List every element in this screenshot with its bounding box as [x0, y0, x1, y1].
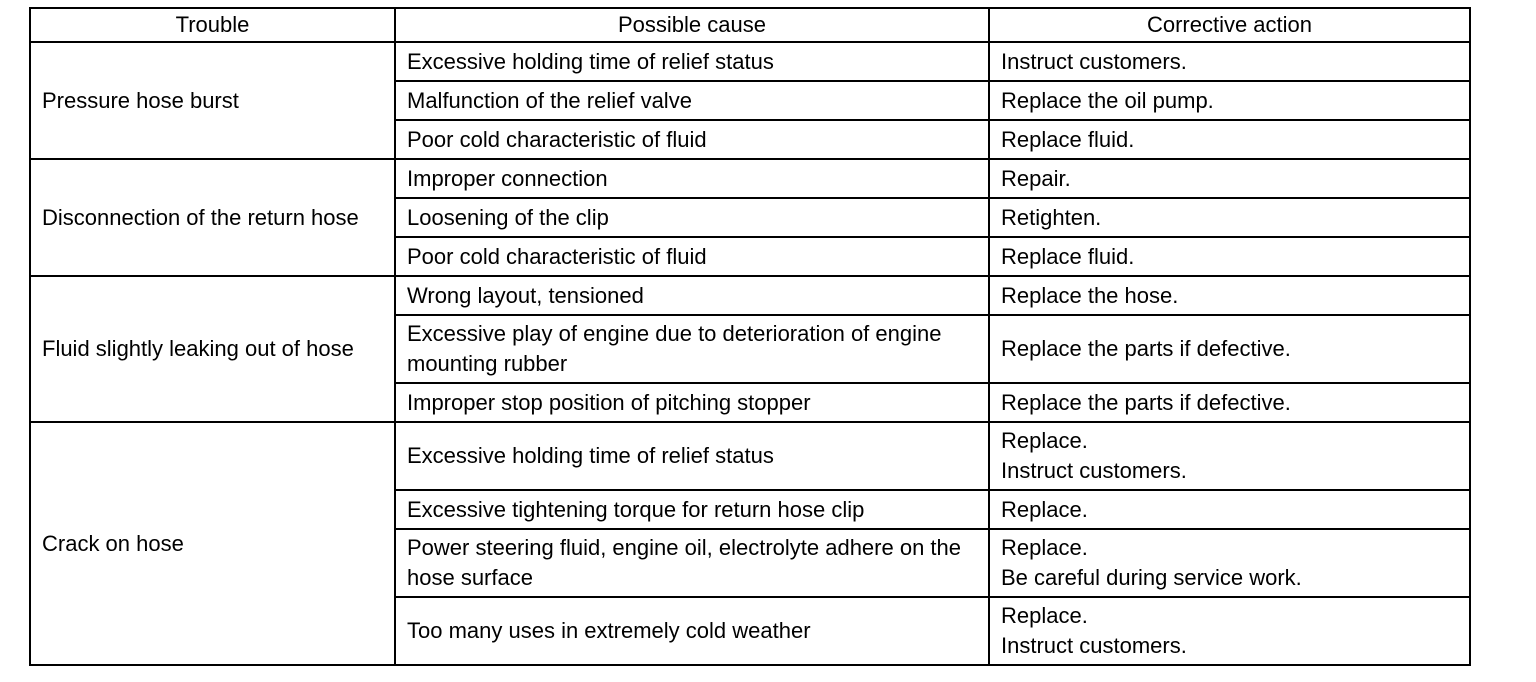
trouble-cell: Pressure hose burst — [30, 42, 395, 159]
corrective-action-line: Repair. — [1001, 165, 1071, 191]
corrective-action-cell — [989, 597, 1470, 665]
table-row — [30, 42, 1470, 81]
corrective-action-cell — [989, 42, 1470, 81]
corrective-action-line: Replace fluid. — [1001, 243, 1135, 269]
trouble-cell: Fluid slightly leaking out of hose — [30, 276, 395, 422]
corrective-action-line: Replace the hose. — [1001, 282, 1179, 308]
corrective-action-cell — [989, 120, 1470, 159]
trouble-cell: Disconnection of the return hose — [30, 159, 395, 276]
header-possible-cause: Possible cause — [395, 8, 989, 42]
possible-cause-cell: Poor cold characteristic of fluid — [395, 120, 989, 159]
possible-cause-cell: Poor cold characteristic of fluid — [395, 237, 989, 276]
table-row — [30, 159, 1470, 198]
possible-cause-cell: Power steering fluid, engine oil, electrolyte adhere on the hose surface — [395, 529, 989, 597]
corrective-action-cell — [989, 276, 1470, 315]
corrective-action-line: Instruct customers. — [1001, 633, 1187, 658]
corrective-action-line: Retighten. — [1001, 204, 1102, 230]
corrective-action-cell — [989, 315, 1470, 383]
possible-cause-cell: Excessive tightening torque for return hose clip — [395, 490, 989, 529]
troubleshooting-table — [29, 7, 1471, 666]
possible-cause-cell: Wrong layout, tensioned — [395, 276, 989, 315]
header-trouble: Trouble — [30, 8, 395, 42]
corrective-action-line: Replace. — [1001, 603, 1088, 628]
corrective-action-line: Replace the parts if defective. — [1001, 336, 1291, 361]
corrective-action-line: Replace the oil pump. — [1001, 87, 1214, 113]
corrective-action-cell — [989, 81, 1470, 120]
possible-cause-cell: Improper stop position of pitching stopper — [395, 383, 989, 422]
corrective-action-cell — [989, 422, 1470, 490]
possible-cause-cell: Excessive holding time of relief status — [395, 42, 989, 81]
corrective-action-line: Replace fluid. — [1001, 126, 1135, 152]
corrective-action-line: Instruct customers. — [1001, 458, 1187, 483]
possible-cause-cell: Excessive holding time of relief status — [395, 422, 989, 490]
possible-cause-cell: Loosening of the clip — [395, 198, 989, 237]
corrective-action-line: Be careful during service work. — [1001, 565, 1302, 590]
header-row — [30, 8, 1470, 42]
corrective-action-cell — [989, 237, 1470, 276]
trouble-cell: Crack on hose — [30, 422, 395, 665]
corrective-action-line: Replace the parts if defective. — [1001, 389, 1291, 415]
possible-cause-cell: Too many uses in extremely cold weather — [395, 597, 989, 665]
corrective-action-line: Replace. — [1001, 496, 1088, 522]
possible-cause-cell: Excessive play of engine due to deterioration of engine mounting rubber — [395, 315, 989, 383]
header-corrective-action: Corrective action — [989, 8, 1470, 42]
corrective-action-cell — [989, 159, 1470, 198]
corrective-action-line: Replace. — [1001, 428, 1088, 453]
corrective-action-line: Instruct customers. — [1001, 48, 1187, 74]
table-row — [30, 422, 1470, 490]
possible-cause-cell: Malfunction of the relief valve — [395, 81, 989, 120]
corrective-action-cell — [989, 383, 1470, 422]
corrective-action-cell — [989, 529, 1470, 597]
corrective-action-cell — [989, 490, 1470, 529]
corrective-action-line: Replace. — [1001, 535, 1088, 560]
table-body — [30, 42, 1470, 665]
possible-cause-cell: Improper connection — [395, 159, 989, 198]
table-row — [30, 276, 1470, 315]
corrective-action-cell — [989, 198, 1470, 237]
